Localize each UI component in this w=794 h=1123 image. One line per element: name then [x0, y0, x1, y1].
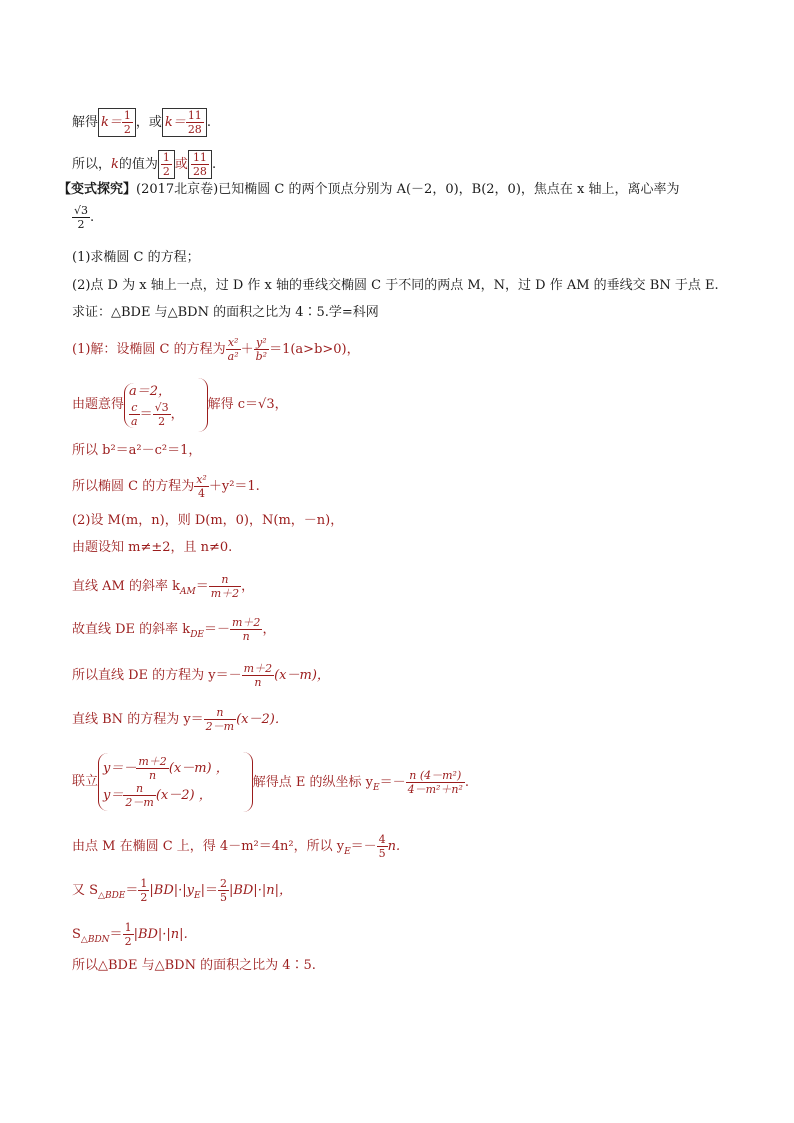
- text: ＋: [240, 342, 254, 357]
- numerator: m＋2: [243, 662, 273, 675]
- fraction: [161, 151, 172, 178]
- fraction: [209, 573, 241, 600]
- denominator: 2: [162, 165, 170, 178]
- text: ，或: [135, 115, 162, 130]
- text: |BD|·|y: [149, 883, 194, 898]
- section-label: 【变式探究】: [58, 182, 137, 197]
- text: ＋y²＝1.: [208, 479, 260, 494]
- text: 或: [174, 157, 188, 172]
- numerator: 4: [378, 833, 386, 846]
- denominator: 2: [153, 414, 171, 428]
- numerator: n: [221, 573, 229, 586]
- denominator: 4: [194, 486, 209, 500]
- question-part-1: (1)求椭圆 C 的方程；: [72, 250, 200, 265]
- denominator: 2: [124, 935, 132, 948]
- solution-line-k-values: [72, 108, 211, 137]
- fraction: [406, 769, 465, 796]
- numerator: 2: [219, 877, 227, 890]
- text: ＝: [195, 579, 209, 594]
- solution-system: [72, 378, 288, 432]
- solution-set-points: (2)设 M(m，n)，则 D(m，0)，N(m，－n)，: [72, 513, 344, 528]
- text: 直线 BN 的方程为 y＝: [72, 712, 204, 727]
- subscript: DE: [190, 630, 204, 640]
- brace: [124, 383, 184, 428]
- denominator: m＋2: [210, 587, 240, 600]
- text: ，: [170, 406, 184, 422]
- denominator: 4－m²＋n²: [407, 782, 463, 796]
- fraction: [136, 755, 168, 782]
- numerator: 1: [140, 877, 148, 890]
- numerator: n: [136, 782, 144, 795]
- fraction: [138, 877, 149, 904]
- numerator: y²: [256, 336, 267, 349]
- variable: k: [111, 157, 119, 172]
- equation-row: [103, 782, 229, 809]
- text: 故直线 DE 的斜率 k: [72, 622, 191, 637]
- boxed-answer: [158, 150, 175, 179]
- line-de-equation: [72, 662, 330, 689]
- numerator: c: [131, 400, 138, 414]
- denominator: 2: [123, 123, 131, 136]
- text: .: [90, 210, 95, 225]
- fraction: [123, 782, 155, 809]
- brace: [184, 378, 208, 432]
- denominator: 2－m: [205, 720, 235, 733]
- numerator: √3: [74, 204, 89, 217]
- fraction: [129, 401, 140, 428]
- subscript: E: [344, 847, 351, 857]
- denominator: b²: [255, 350, 268, 363]
- text: 解得点 E 的纵坐标 y: [252, 774, 373, 790]
- equation-row: [129, 401, 184, 428]
- denominator: 5: [378, 847, 386, 860]
- denominator: 5: [219, 891, 227, 904]
- fraction: [122, 109, 133, 136]
- numerator: √3: [154, 400, 169, 414]
- denominator: 2: [72, 217, 90, 231]
- denominator: 2－m: [125, 796, 154, 809]
- slope-am: [72, 573, 254, 600]
- fraction: [153, 401, 171, 428]
- text: y＝: [103, 788, 124, 803]
- text: .: [206, 115, 211, 130]
- boxed-answer: [98, 108, 136, 137]
- solution-condition: 由题设知 m≠±2，且 n≠0.: [72, 540, 233, 555]
- text: k＝: [101, 115, 122, 130]
- subscript: △BDE: [98, 891, 126, 901]
- text: ＝1(a>b>0)，: [269, 342, 360, 357]
- numerator: x²: [227, 336, 239, 349]
- equation-row: a＝2，: [129, 383, 172, 399]
- fraction: [191, 151, 209, 178]
- subscript: E: [372, 782, 380, 793]
- text: 的值为: [118, 157, 158, 172]
- text: (x－m)，: [274, 668, 330, 683]
- text: (x－2) ，: [155, 788, 212, 803]
- fraction: [204, 706, 236, 733]
- final-conclusion: 所以△BDE 与△BDN 的面积之比为 4∶5.: [72, 958, 316, 973]
- fraction: [194, 473, 209, 500]
- text: (2017北京卷)已知椭圆 C 的两个顶点分别为 A(－2，0)，B(2，0)，焦点在 x 轴上，离心率为: [136, 182, 680, 197]
- denominator: n: [230, 629, 262, 643]
- text: k＝: [164, 115, 186, 130]
- area-bde: [72, 877, 292, 904]
- text: ＝: [125, 883, 139, 898]
- area-bdn: [72, 921, 188, 948]
- text: .: [211, 157, 217, 172]
- subscript: △BDN: [80, 935, 110, 945]
- denominator: n: [242, 675, 274, 689]
- numerator: 11: [192, 151, 207, 164]
- slope-de: [72, 616, 275, 643]
- numerator: 1: [124, 921, 132, 934]
- eccentricity-value: [72, 204, 94, 231]
- solution-ellipse-result: [72, 473, 260, 500]
- text: (x－m) ，: [168, 761, 229, 776]
- text: |＝: [200, 883, 218, 898]
- text: ＝: [109, 927, 123, 942]
- text: 所以，: [72, 157, 112, 172]
- numerator: 11: [187, 109, 202, 122]
- text: 解得 c＝√3，: [207, 397, 288, 412]
- subscript: E: [193, 891, 201, 901]
- text: ，: [262, 622, 276, 637]
- text: ＝－: [203, 622, 230, 637]
- denominator: a: [131, 414, 138, 428]
- text: |BD|·|n|，: [228, 883, 292, 898]
- equation-row: [103, 755, 229, 782]
- fraction: [186, 109, 204, 136]
- text: S: [72, 927, 81, 942]
- text: 所以椭圆 C 的方程为: [72, 479, 195, 494]
- line-bn-equation: [72, 706, 288, 733]
- text: ，: [241, 579, 255, 594]
- text: n.: [387, 839, 401, 854]
- fraction: [242, 662, 274, 689]
- numerator: n: [216, 706, 224, 719]
- denominator: 2: [140, 891, 148, 904]
- text: (1)解：设椭圆 C 的方程为: [72, 342, 226, 357]
- fraction: [377, 833, 388, 860]
- problem-statement: [58, 182, 680, 198]
- text: y＝－: [103, 761, 137, 776]
- text: (x－2)．: [236, 712, 288, 727]
- brace: [229, 752, 253, 812]
- numerator: x²: [196, 473, 207, 486]
- text: 解得: [72, 115, 99, 130]
- conclusion-line-k: [72, 150, 216, 179]
- question-part-2: (2)点 D 为 x 轴上一点，过 D 作 x 轴的垂线交椭圆 C 于不同的两点 M，N，过 D 作 AM 的垂线交 BN 于点 E.: [72, 278, 719, 293]
- subscript: AM: [179, 587, 196, 597]
- fraction: [72, 204, 90, 231]
- numerator: 1: [162, 151, 170, 164]
- numerator: m＋2: [138, 755, 167, 768]
- fraction: [226, 336, 241, 363]
- text: 由点 M 在椭圆 C 上，得 4－m²＝4n²，所以 y: [72, 839, 345, 854]
- text: 直线 AM 的斜率 k: [72, 579, 180, 594]
- text: ＝: [139, 406, 153, 422]
- solution-ellipse-equation: [72, 336, 360, 363]
- numerator: m＋2: [232, 616, 261, 629]
- denominator: a²: [227, 350, 239, 363]
- text: 所以直线 DE 的方程为 y＝－: [72, 668, 242, 683]
- fraction: [230, 616, 262, 643]
- text: 联立: [72, 774, 99, 789]
- denominator: 28: [187, 123, 202, 136]
- text: 由题意得: [72, 397, 125, 412]
- solution-b-squared: 所以 b²＝a²－c²＝1，: [72, 443, 202, 458]
- text: 又 S: [72, 883, 99, 898]
- boxed-answer: [188, 150, 212, 179]
- question-prove: 求证：△BDE 与△BDN 的面积之比为 4∶5.学=科网: [72, 305, 379, 320]
- text: |BD|·|n|.: [133, 927, 188, 942]
- text: ＝－: [350, 839, 377, 854]
- brace: [98, 753, 229, 811]
- joint-system: [72, 752, 469, 812]
- boxed-answer: [162, 108, 207, 137]
- denominator: 28: [192, 165, 207, 178]
- text: .: [464, 774, 470, 790]
- fraction: [254, 336, 269, 363]
- text: [252, 768, 470, 796]
- text: ＝－: [379, 774, 406, 790]
- point-m-on-ellipse: [72, 833, 400, 860]
- numerator: n (4－m²): [409, 768, 462, 782]
- fraction: [218, 877, 229, 904]
- numerator: 1: [123, 109, 131, 122]
- denominator: n: [136, 768, 168, 782]
- fraction: [123, 921, 134, 948]
